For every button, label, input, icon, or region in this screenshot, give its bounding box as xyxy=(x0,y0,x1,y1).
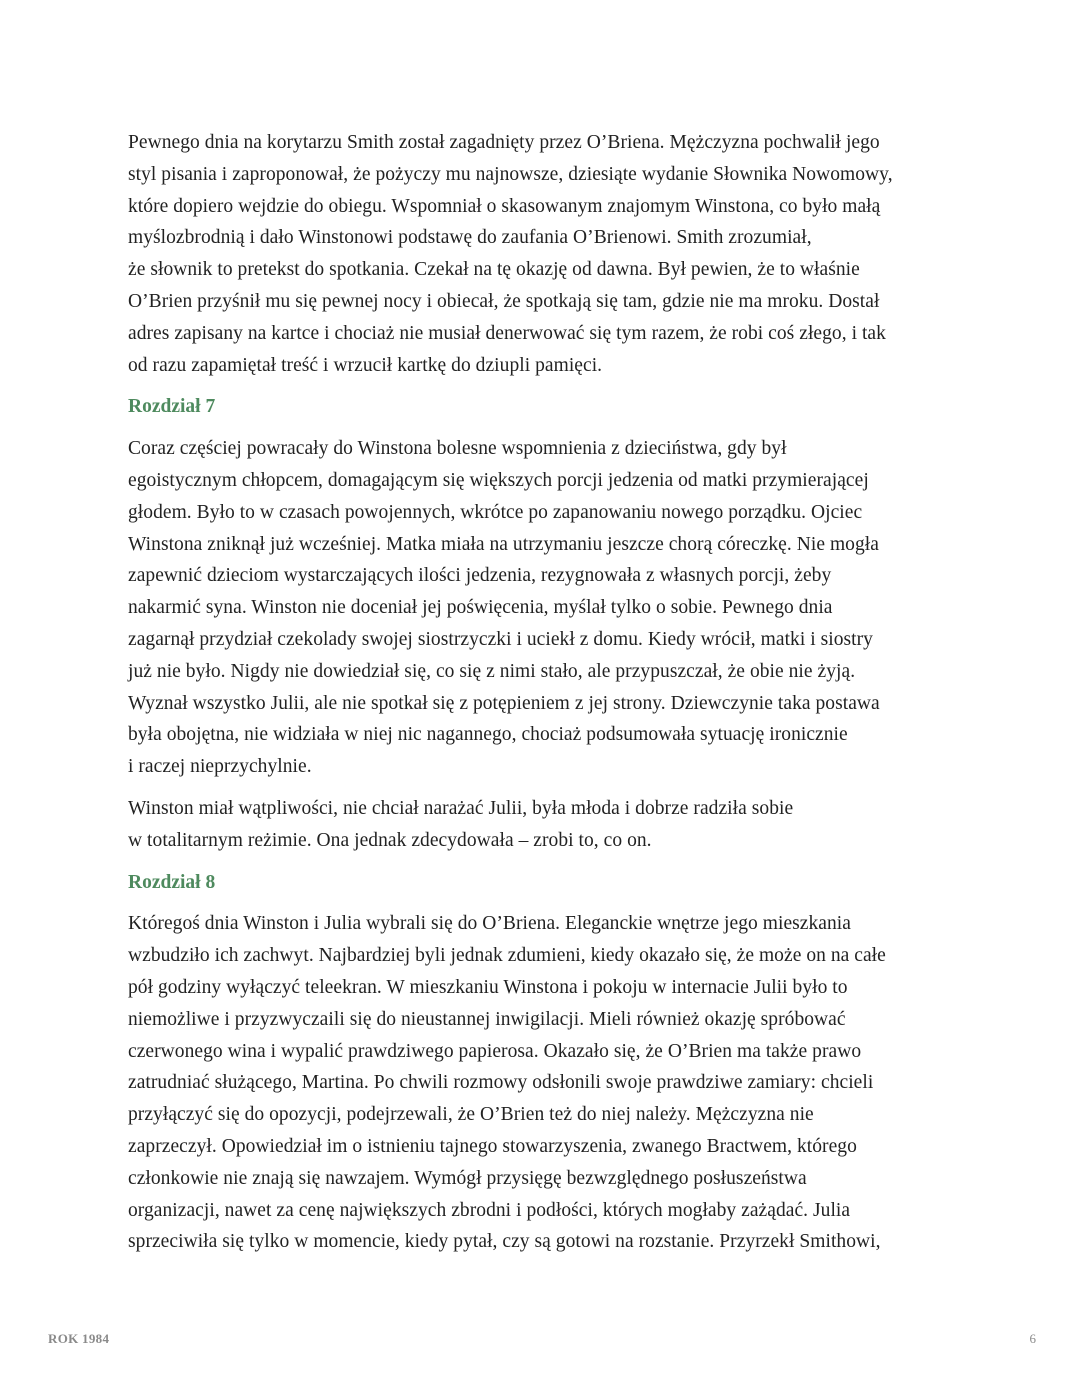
text-line: Coraz częściej powracały do Winstona bolesne wspomnienia z dzieciństwa, gdy był xyxy=(128,438,787,460)
text-line: że słownik to pretekst do spotkania. Czekał na tę okazję od dawna. Był pewien, że to właśnie xyxy=(128,259,860,281)
text-line: niemożliwe i przyzwyczaili się do nieustannej inwigilacji. Mieli również okazję spróbować xyxy=(128,1008,846,1030)
text-line: zagarnął przydział czekolady swojej siostrzyczki i uciekł z domu. Kiedy wrócił, matki i siostry xyxy=(128,628,873,650)
text-line: Pewnego dnia na korytarzu Smith został zagadnięty przez O’Briena. Mężczyzna pochwalił jego xyxy=(128,132,880,153)
text-line: Winstona zniknął już wcześniej. Matka miała na utrzymaniu jeszcze chorą córeczkę. Nie mogła xyxy=(128,533,879,555)
text-line: sprzeciwiła się tylko w momencie, kiedy pytał, czy są gotowi na rozstanie. Przyrzekł Smithowi, xyxy=(128,1231,881,1253)
text-line: czerwonego wina i wypalić prawdziwego papierosa. Okazało się, że O’Brien ma także prawo xyxy=(128,1040,862,1062)
chapter-heading-7: Rozdział 7 xyxy=(128,396,216,418)
text-line: O’Brien przyśnił mu się pewnej nocy i obiecał, że spotkają się tam, gdzie nie ma mroku. Dostał xyxy=(128,290,880,312)
paragraph-visit-obrien xyxy=(128,908,954,1258)
text-line: adres zapisany na kartce i chociaż nie musiał denerwować się tym razem, że robi coś złego, i tak xyxy=(128,322,886,344)
text-line: pół godziny wyłączyć teleekran. W mieszkaniu Winstona i pokoju w internacie Julii było to xyxy=(128,976,848,998)
text-line: zapewnić dzieciom wystarczających ilości jedzenia, rezygnowała z własnych porcji, żeby xyxy=(128,565,832,587)
text-line: głodem. Było to w czasach powojennych, wkrótce po zapanowaniu nowego porządku. Ojciec xyxy=(128,501,863,523)
text-line: była obojętna, nie widziała w niej nic nagannego, chociaż podsumowała sytuację ironicznie xyxy=(128,724,848,746)
chapter-heading-8: Rozdział 8 xyxy=(128,871,216,893)
footer-book-title: ROK 1984 xyxy=(48,1331,110,1346)
footer-page-number: 6 xyxy=(1029,1331,1036,1346)
text-line: w totalitarnym reżimie. Ona jednak zdecydowała – zrobi to, co on. xyxy=(128,829,652,851)
text-line: zatrudniać służącego, Martina. Po chwili rozmowy odsłonili swoje prawdziwe zamiary: chcieli xyxy=(128,1072,874,1094)
text-line: styl pisania i zaproponował, że pożyczy mu najnowsze, dziesiąte wydanie Słownika Nowomowy, xyxy=(128,163,893,185)
text-line: od razu zapamiętał treść i wrzucił kartkę do dziupli pamięci. xyxy=(128,354,603,376)
text-line: już nie było. Nigdy nie dowiedział się, co się z nimi stało, ale przypuszczał, że obie nie żyją. xyxy=(128,660,856,682)
text-line: zaprzeczył. Opowiedział im o istnieniu tajnego stowarzyszenia, zwanego Bractwem, którego xyxy=(128,1135,857,1157)
paragraph-dictionary-pretext xyxy=(128,127,954,381)
text-line: nakarmić syna. Winston nie doceniał jej poświęcenia, myślał tylko o sobie. Pewnego dnia xyxy=(128,597,833,619)
text-line: członkowie nie znają się nawzajem. Wymógł przysięgę bezwzględnego posłuszeństwa xyxy=(128,1167,807,1189)
text-line: i raczej nieprzychylnie. xyxy=(128,756,312,778)
text-line: egoistycznym chłopcem, domagającym się większych porcji jedzenia od matki przymierającej xyxy=(128,469,869,491)
text-line: myślozbrodnią i dało Winstonowi podstawę do zaufania O’Brienowi. Smith zrozumiał, xyxy=(128,227,812,249)
text-line: przyłączyć się do opozycji, podejrzewali, że O’Brien też do niej należy. Mężczyzna nie xyxy=(128,1104,814,1126)
page-content xyxy=(128,127,954,1268)
text-line: wzbudziło ich zachwyt. Najbardziej byli jednak zdumieni, kiedy okazało się, że może on na całe xyxy=(128,945,886,967)
text-line: Któregoś dnia Winston i Julia wybrali się do O’Briena. Eleganckie wnętrze jego mieszkania xyxy=(128,913,851,935)
paragraph-winston-doubts xyxy=(128,793,954,857)
text-line: Winston miał wątpliwości, nie chciał narażać Julii, była młoda i dobrze radziła sobie xyxy=(128,797,794,819)
paragraph-childhood-memories xyxy=(128,433,954,783)
text-line: które dopiero wejdzie do obiegu. Wspomniał o skasowanym znajomym Winstona, co było małą xyxy=(128,195,881,217)
text-line: Wyznał wszystko Julii, ale nie spotkał się z potępieniem z jej strony. Dziewczynie taka postawa xyxy=(128,692,880,714)
text-line: organizacji, nawet za cenę największych zbrodni i podłości, których mogłaby zażądać. Julia xyxy=(128,1199,851,1221)
